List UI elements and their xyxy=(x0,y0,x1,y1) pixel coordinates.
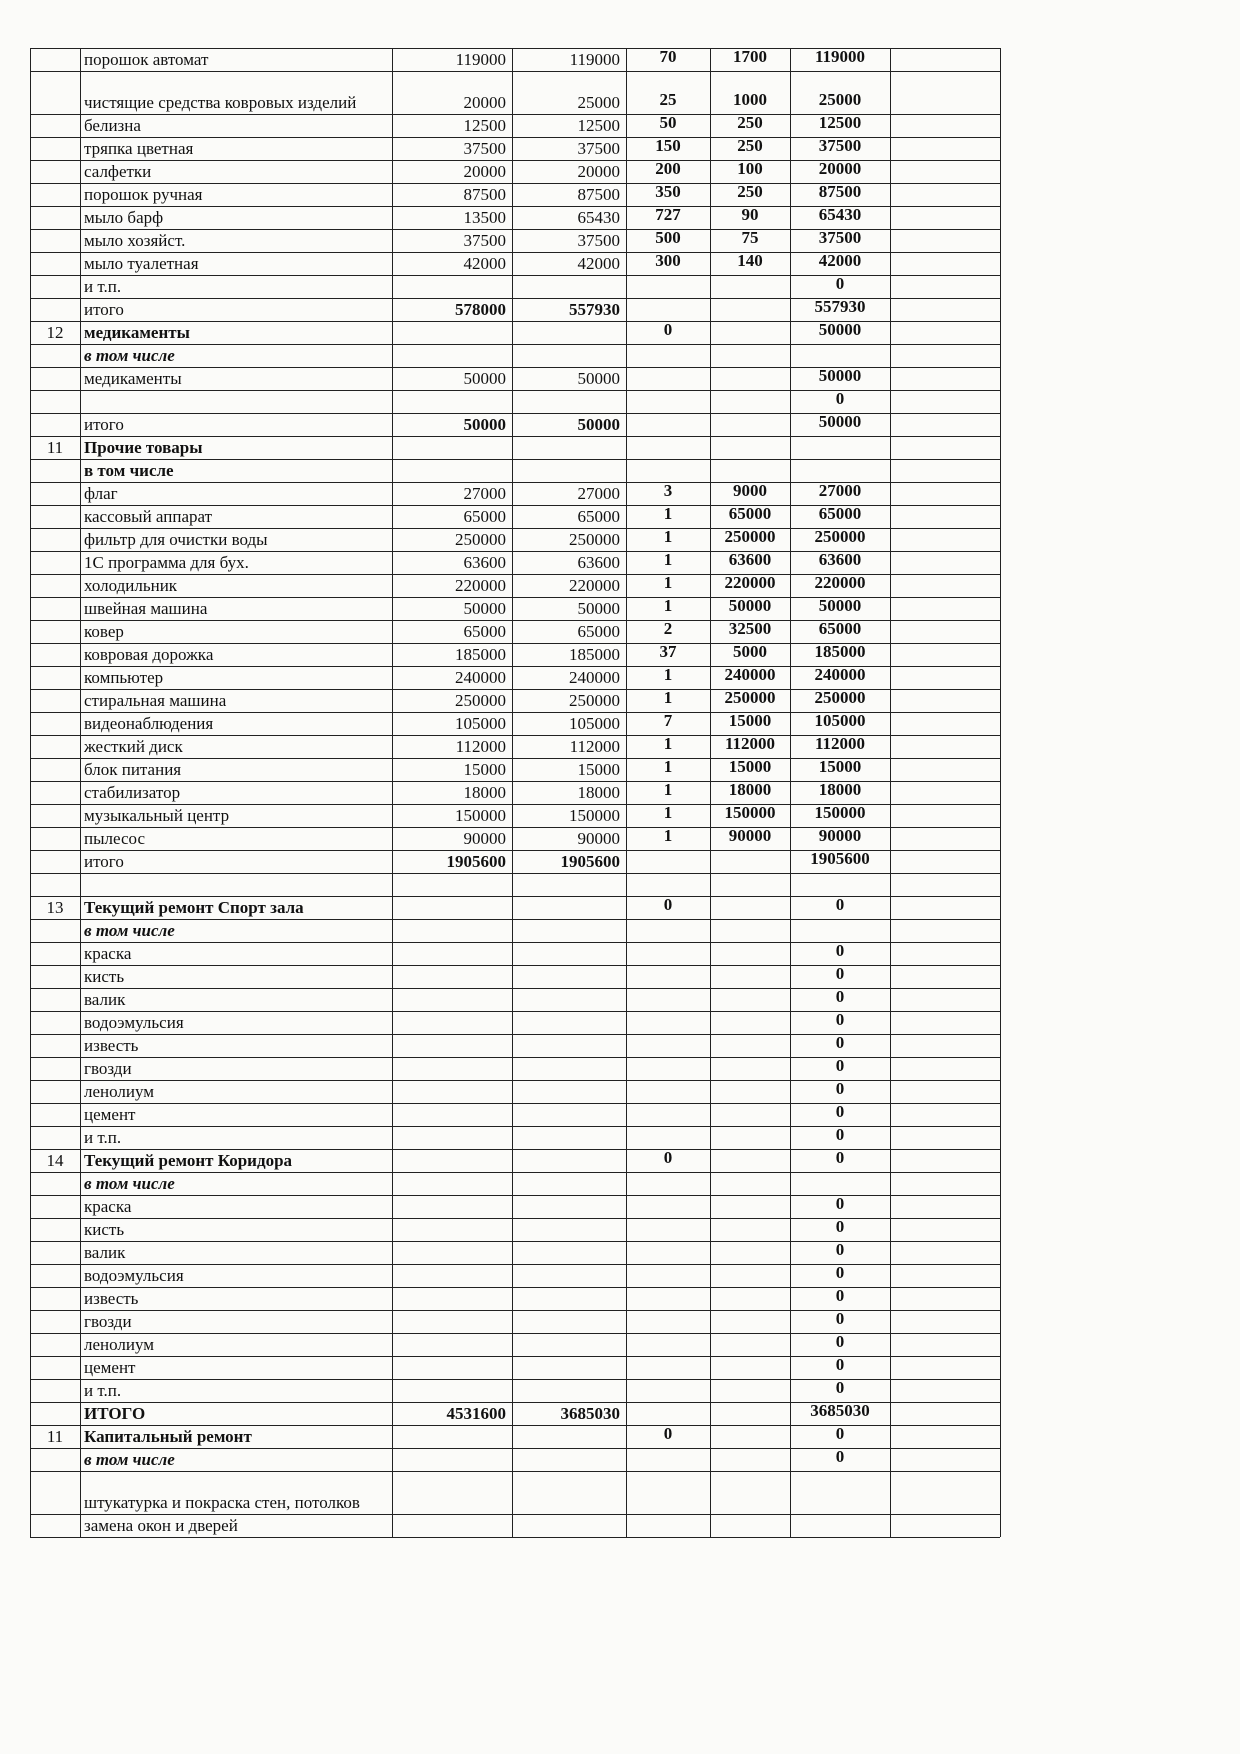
approved-amount: 1905600 xyxy=(560,852,620,871)
item-name: в том числе xyxy=(84,346,175,365)
item-name: Текущий ремонт Спорт зала xyxy=(84,898,304,917)
item-name: фильтр для очистки воды xyxy=(84,530,268,549)
total-amount: 50000 xyxy=(818,366,862,385)
item-name: стиральная машина xyxy=(84,691,227,710)
unit-price: 90 xyxy=(741,205,759,224)
quantity: 1 xyxy=(663,527,673,546)
item-name: салфетки xyxy=(84,162,152,181)
planned-amount: 50000 xyxy=(463,369,506,388)
quantity: 1 xyxy=(663,757,673,776)
table-row-rule xyxy=(30,873,1000,874)
planned-amount: 42000 xyxy=(463,254,506,273)
item-name: гвозди xyxy=(84,1059,132,1078)
table-row-rule xyxy=(30,1471,1000,1472)
quantity: 1 xyxy=(663,573,673,592)
table-row-rule xyxy=(30,459,1000,460)
item-name: видеонаблюдения xyxy=(84,714,214,733)
unit-price: 32500 xyxy=(728,619,772,638)
approved-amount: 65000 xyxy=(577,622,620,641)
unit-price: 250000 xyxy=(724,527,776,546)
planned-amount: 13500 xyxy=(463,208,506,227)
planned-amount: 15000 xyxy=(463,760,506,779)
quantity: 0 xyxy=(663,1148,673,1167)
item-name: блок питания xyxy=(84,760,182,779)
total-amount: 37500 xyxy=(818,136,862,155)
total-amount: 0 xyxy=(835,1447,845,1466)
approved-amount: 42000 xyxy=(577,254,620,273)
approved-amount: 105000 xyxy=(569,714,620,733)
item-name: Текущий ремонт Коридора xyxy=(84,1151,293,1170)
total-amount: 0 xyxy=(835,389,845,408)
approved-amount: 15000 xyxy=(577,760,620,779)
item-name: и т.п. xyxy=(84,1128,122,1147)
item-name: и т.п. xyxy=(84,277,122,296)
unit-price: 150000 xyxy=(724,803,776,822)
total-amount: 65430 xyxy=(818,205,862,224)
quantity: 150 xyxy=(655,136,681,155)
quantity: 37 xyxy=(659,642,677,661)
table-column-rule xyxy=(80,48,81,1537)
item-name: итого xyxy=(84,300,124,319)
quantity: 500 xyxy=(655,228,681,247)
planned-amount: 250000 xyxy=(455,691,506,710)
approved-amount: 50000 xyxy=(577,415,620,434)
item-name: порошок ручная xyxy=(84,185,203,204)
planned-amount: 87500 xyxy=(463,185,506,204)
item-name: водоэмульсия xyxy=(84,1266,184,1285)
table-row-rule xyxy=(30,1514,1000,1515)
item-name: и т.п. xyxy=(84,1381,122,1400)
planned-amount: 63600 xyxy=(463,553,506,572)
quantity: 1 xyxy=(663,596,673,615)
item-name: стабилизатор xyxy=(84,783,181,802)
total-amount: 0 xyxy=(835,1194,845,1213)
quantity: 0 xyxy=(663,895,673,914)
item-name: тряпка цветная xyxy=(84,139,194,158)
table-row-rule xyxy=(30,71,1000,72)
quantity: 1 xyxy=(663,803,673,822)
table-row-rule xyxy=(30,436,1000,437)
quantity: 0 xyxy=(663,1424,673,1443)
item-name: медикаменты xyxy=(84,323,190,342)
unit-price: 15000 xyxy=(728,757,772,776)
planned-amount: 65000 xyxy=(463,622,506,641)
total-amount: 250000 xyxy=(814,688,866,707)
item-name: мыло барф xyxy=(84,208,164,227)
item-name: итого xyxy=(84,415,124,434)
item-name: 1С программа для бух. xyxy=(84,553,249,572)
total-amount: 20000 xyxy=(818,159,862,178)
planned-amount: 50000 xyxy=(463,599,506,618)
item-name: компьютер xyxy=(84,668,164,687)
approved-amount: 65430 xyxy=(577,208,620,227)
row-number: 11 xyxy=(46,438,64,457)
unit-price: 250 xyxy=(737,136,763,155)
total-amount: 65000 xyxy=(818,619,862,638)
approved-amount: 112000 xyxy=(569,737,620,756)
total-amount: 0 xyxy=(835,1033,845,1052)
total-amount: 105000 xyxy=(814,711,866,730)
item-name: медикаменты xyxy=(84,369,182,388)
total-amount: 0 xyxy=(835,1332,845,1351)
total-amount: 112000 xyxy=(814,734,866,753)
quantity: 727 xyxy=(655,205,681,224)
unit-price: 1000 xyxy=(733,90,767,109)
approved-amount: 12500 xyxy=(577,116,620,135)
total-amount: 250000 xyxy=(814,527,866,546)
total-amount: 25000 xyxy=(818,90,862,109)
approved-amount: 63600 xyxy=(577,553,620,572)
item-name: ленолиум xyxy=(84,1335,155,1354)
quantity: 1 xyxy=(663,734,673,753)
unit-price: 1700 xyxy=(733,47,767,66)
planned-amount: 4531600 xyxy=(446,1404,506,1423)
planned-amount: 20000 xyxy=(463,93,506,112)
total-amount: 1905600 xyxy=(810,849,870,868)
quantity: 25 xyxy=(659,90,677,109)
total-amount: 0 xyxy=(835,1355,845,1374)
approved-amount: 65000 xyxy=(577,507,620,526)
item-name: известь xyxy=(84,1289,139,1308)
item-name: холодильник xyxy=(84,576,178,595)
item-name: музыкальный центр xyxy=(84,806,230,825)
table-row-rule xyxy=(30,1537,1000,1538)
total-amount: 0 xyxy=(835,1424,845,1443)
total-amount: 0 xyxy=(835,1102,845,1121)
item-name: штукатурка и покраска стен, потолков xyxy=(84,1493,360,1512)
total-amount: 240000 xyxy=(814,665,866,684)
quantity: 1 xyxy=(663,826,673,845)
quantity: 1 xyxy=(663,665,673,684)
total-amount: 0 xyxy=(835,1240,845,1259)
approved-amount: 27000 xyxy=(577,484,620,503)
item-name: порошок автомат xyxy=(84,50,209,69)
row-number: 12 xyxy=(46,323,64,342)
item-name: цемент xyxy=(84,1105,136,1124)
approved-amount: 37500 xyxy=(577,139,620,158)
approved-amount: 250000 xyxy=(569,530,620,549)
total-amount: 50000 xyxy=(818,412,862,431)
approved-amount: 50000 xyxy=(577,599,620,618)
total-amount: 65000 xyxy=(818,504,862,523)
total-amount: 0 xyxy=(835,274,845,293)
item-name: швейная машина xyxy=(84,599,208,618)
unit-price: 5000 xyxy=(733,642,767,661)
approved-amount: 18000 xyxy=(577,783,620,802)
planned-amount: 37500 xyxy=(463,231,506,250)
total-amount: 0 xyxy=(835,1056,845,1075)
total-amount: 0 xyxy=(835,1079,845,1098)
planned-amount: 220000 xyxy=(455,576,506,595)
approved-amount: 25000 xyxy=(577,93,620,112)
item-name: ковровая дорожка xyxy=(84,645,214,664)
planned-amount: 250000 xyxy=(455,530,506,549)
unit-price: 50000 xyxy=(728,596,772,615)
unit-price: 250 xyxy=(737,182,763,201)
total-amount: 150000 xyxy=(814,803,866,822)
total-amount: 50000 xyxy=(818,596,862,615)
table-column-rule xyxy=(890,48,891,1537)
quantity: 1 xyxy=(663,504,673,523)
item-name: гвозди xyxy=(84,1312,132,1331)
total-amount: 15000 xyxy=(818,757,862,776)
unit-price: 65000 xyxy=(728,504,772,523)
unit-price: 63600 xyxy=(728,550,772,569)
planned-amount: 119000 xyxy=(455,50,506,69)
item-name: замена окон и дверей xyxy=(84,1516,238,1535)
unit-price: 112000 xyxy=(724,734,776,753)
total-amount: 37500 xyxy=(818,228,862,247)
approved-amount: 250000 xyxy=(569,691,620,710)
item-name: известь xyxy=(84,1036,139,1055)
quantity: 350 xyxy=(655,182,681,201)
row-number: 11 xyxy=(46,1427,64,1446)
unit-price: 100 xyxy=(737,159,763,178)
item-name: ИТОГО xyxy=(84,1404,146,1423)
total-amount: 0 xyxy=(835,1148,845,1167)
planned-amount: 65000 xyxy=(463,507,506,526)
quantity: 7 xyxy=(663,711,673,730)
unit-price: 15000 xyxy=(728,711,772,730)
quantity: 50 xyxy=(659,113,677,132)
approved-amount: 87500 xyxy=(577,185,620,204)
total-amount: 0 xyxy=(835,1125,845,1144)
planned-amount: 18000 xyxy=(463,783,506,802)
unit-price: 75 xyxy=(741,228,759,247)
approved-amount: 50000 xyxy=(577,369,620,388)
item-name: кассовый аппарат xyxy=(84,507,213,526)
planned-amount: 112000 xyxy=(455,737,506,756)
total-amount: 0 xyxy=(835,1263,845,1282)
unit-price: 18000 xyxy=(728,780,772,799)
total-amount: 90000 xyxy=(818,826,862,845)
total-amount: 185000 xyxy=(814,642,866,661)
total-amount: 0 xyxy=(835,1309,845,1328)
item-name: в том числе xyxy=(84,1174,175,1193)
quantity: 1 xyxy=(663,688,673,707)
item-name: Прочие товары xyxy=(84,438,203,457)
planned-amount: 90000 xyxy=(463,829,506,848)
planned-amount: 20000 xyxy=(463,162,506,181)
planned-amount: 27000 xyxy=(463,484,506,503)
total-amount: 0 xyxy=(835,895,845,914)
planned-amount: 185000 xyxy=(455,645,506,664)
total-amount: 119000 xyxy=(814,47,866,66)
item-name: в том числе xyxy=(84,1450,175,1469)
approved-amount: 20000 xyxy=(577,162,620,181)
unit-price: 250 xyxy=(737,113,763,132)
planned-amount: 50000 xyxy=(463,415,506,434)
planned-amount: 37500 xyxy=(463,139,506,158)
quantity: 1 xyxy=(663,550,673,569)
table-row-rule xyxy=(30,344,1000,345)
table-row-rule xyxy=(30,1172,1000,1173)
item-name: мыло туалетная xyxy=(84,254,199,273)
quantity: 3 xyxy=(663,481,673,500)
total-amount: 12500 xyxy=(818,113,862,132)
item-name: цемент xyxy=(84,1358,136,1377)
total-amount: 87500 xyxy=(818,182,862,201)
approved-amount: 119000 xyxy=(569,50,620,69)
planned-amount: 1905600 xyxy=(446,852,506,871)
item-name: итого xyxy=(84,852,124,871)
item-name: валик xyxy=(84,990,126,1009)
planned-amount: 12500 xyxy=(463,116,506,135)
row-number: 14 xyxy=(46,1151,64,1170)
table-column-rule xyxy=(30,48,31,1537)
approved-amount: 220000 xyxy=(569,576,620,595)
total-amount: 0 xyxy=(835,1378,845,1397)
item-name: чистящие средства ковровых изделий xyxy=(84,93,357,112)
approved-amount: 150000 xyxy=(569,806,620,825)
total-amount: 50000 xyxy=(818,320,862,339)
total-amount: 18000 xyxy=(818,780,862,799)
quantity: 200 xyxy=(655,159,681,178)
quantity: 300 xyxy=(655,251,681,270)
quantity: 2 xyxy=(663,619,673,638)
total-amount: 557930 xyxy=(814,297,866,316)
unit-price: 250000 xyxy=(724,688,776,707)
approved-amount: 185000 xyxy=(569,645,620,664)
planned-amount: 240000 xyxy=(455,668,506,687)
quantity: 1 xyxy=(663,780,673,799)
approved-amount: 557930 xyxy=(569,300,620,319)
unit-price: 240000 xyxy=(724,665,776,684)
planned-amount: 105000 xyxy=(455,714,506,733)
item-name: жесткий диск xyxy=(84,737,183,756)
item-name: белизна xyxy=(84,116,141,135)
unit-price: 9000 xyxy=(733,481,767,500)
total-amount: 63600 xyxy=(818,550,862,569)
approved-amount: 240000 xyxy=(569,668,620,687)
approved-amount: 37500 xyxy=(577,231,620,250)
item-name: пылесос xyxy=(84,829,145,848)
item-name: Капитальный ремонт xyxy=(84,1427,252,1446)
unit-price: 90000 xyxy=(728,826,772,845)
unit-price: 220000 xyxy=(724,573,776,592)
item-name: мыло хозяйст. xyxy=(84,231,186,250)
total-amount: 0 xyxy=(835,1217,845,1236)
quantity: 0 xyxy=(663,320,673,339)
total-amount: 27000 xyxy=(818,481,862,500)
total-amount: 0 xyxy=(835,964,845,983)
total-amount: 3685030 xyxy=(810,1401,870,1420)
item-name: краска xyxy=(84,1197,132,1216)
approved-amount: 3685030 xyxy=(560,1404,620,1423)
approved-amount: 90000 xyxy=(577,829,620,848)
unit-price: 140 xyxy=(737,251,763,270)
total-amount: 42000 xyxy=(818,251,862,270)
planned-amount: 578000 xyxy=(455,300,506,319)
item-name: валик xyxy=(84,1243,126,1262)
item-name: флаг xyxy=(84,484,118,503)
total-amount: 0 xyxy=(835,941,845,960)
total-amount: 0 xyxy=(835,987,845,1006)
total-amount: 0 xyxy=(835,1286,845,1305)
row-number: 13 xyxy=(46,898,64,917)
item-name: кисть xyxy=(84,1220,125,1239)
table-column-rule xyxy=(1000,48,1001,1537)
quantity: 70 xyxy=(659,47,677,66)
item-name: кисть xyxy=(84,967,125,986)
total-amount: 0 xyxy=(835,1010,845,1029)
planned-amount: 150000 xyxy=(455,806,506,825)
table-row-rule xyxy=(30,919,1000,920)
total-amount: 220000 xyxy=(814,573,866,592)
item-name: краска xyxy=(84,944,132,963)
item-name: в том числе xyxy=(84,921,175,940)
item-name: водоэмульсия xyxy=(84,1013,184,1032)
item-name: в том числе xyxy=(84,461,174,480)
item-name: ковер xyxy=(84,622,124,641)
item-name: ленолиум xyxy=(84,1082,155,1101)
